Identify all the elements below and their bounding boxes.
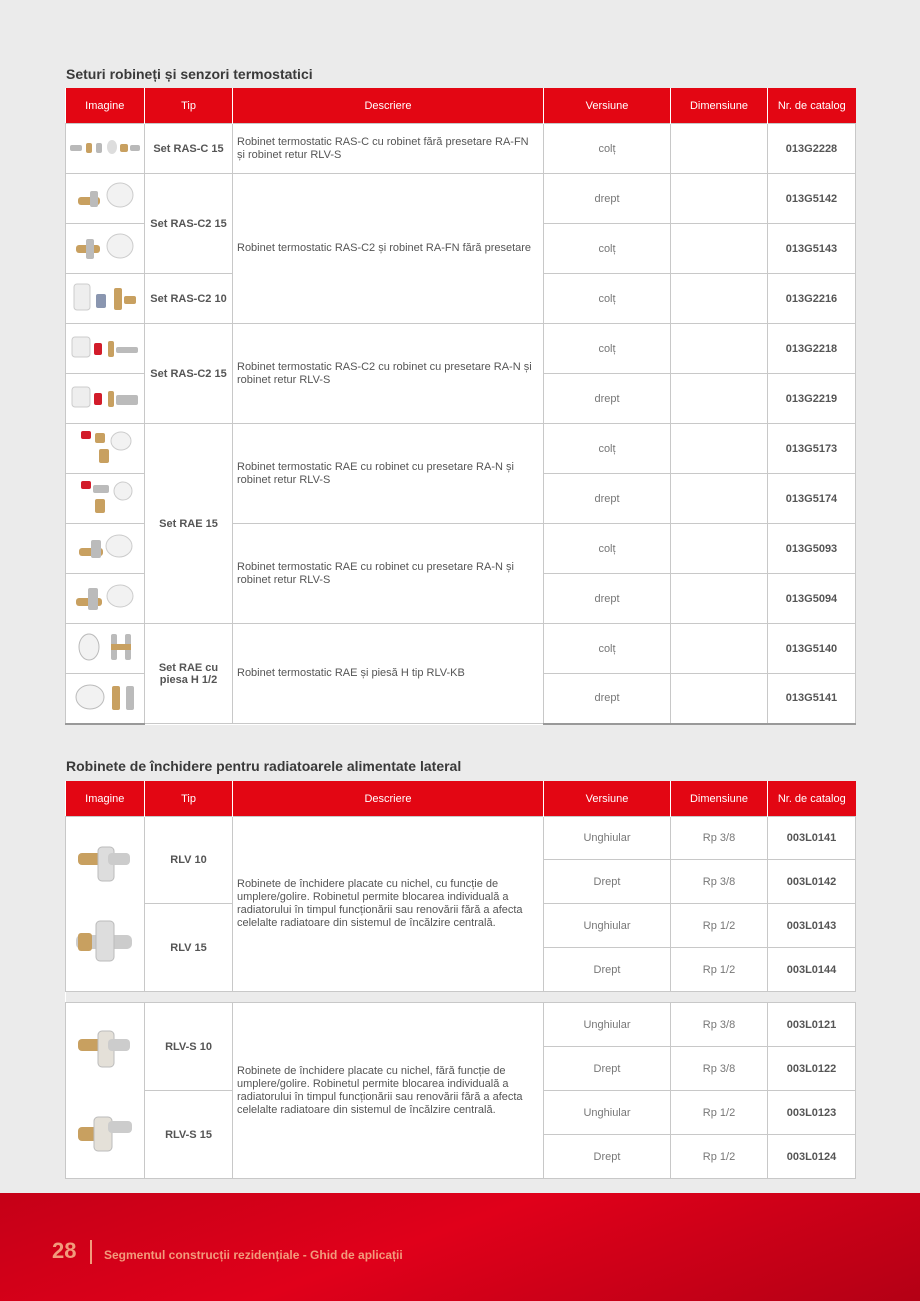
type-cell: RLV-S 15 bbox=[145, 1091, 233, 1179]
version-cell: colț bbox=[544, 624, 671, 674]
version-cell: colț bbox=[544, 324, 671, 374]
dimension-cell bbox=[671, 574, 768, 624]
valve-set-icon bbox=[72, 179, 138, 215]
type-cell: Set RAS-C2 15 bbox=[145, 174, 233, 274]
header-description: Descriere bbox=[233, 88, 544, 124]
dimension-cell bbox=[671, 124, 768, 174]
version-cell: Unghiular bbox=[544, 904, 671, 948]
version-cell: colț bbox=[544, 524, 671, 574]
valve-set-icon bbox=[73, 530, 137, 564]
product-image bbox=[66, 274, 145, 324]
catalog-cell: 003L0124 bbox=[768, 1135, 856, 1179]
version-cell: Unghiular bbox=[544, 1091, 671, 1135]
product-image bbox=[66, 1003, 145, 1179]
header-catalog: Nr. de catalog bbox=[768, 781, 856, 817]
catalog-cell: 013G2216 bbox=[768, 274, 856, 324]
valve-set-icon bbox=[71, 630, 139, 664]
catalog-cell: 013G5143 bbox=[768, 224, 856, 274]
version-cell: Drept bbox=[544, 948, 671, 992]
version-cell: drept bbox=[544, 374, 671, 424]
type-cell: RLV 15 bbox=[145, 904, 233, 992]
catalog-cell: 013G5140 bbox=[768, 624, 856, 674]
catalog-cell: 003L0122 bbox=[768, 1047, 856, 1091]
dimension-cell: Rp 3/8 bbox=[671, 1003, 768, 1047]
header-type: Tip bbox=[145, 88, 233, 124]
dimension-cell: Rp 1/2 bbox=[671, 904, 768, 948]
type-cell: RLV 10 bbox=[145, 817, 233, 904]
version-cell: drept bbox=[544, 574, 671, 624]
catalog-cell: 013G5174 bbox=[768, 474, 856, 524]
version-cell: Drept bbox=[544, 860, 671, 904]
header-image: Imagine bbox=[66, 781, 145, 817]
header-dimension: Dimensiune bbox=[671, 781, 768, 817]
catalog-cell: 003L0143 bbox=[768, 904, 856, 948]
header-version: Versiune bbox=[544, 781, 671, 817]
dimension-cell: Rp 1/2 bbox=[671, 948, 768, 992]
header-description: Descriere bbox=[233, 781, 544, 817]
footer-title: Segmentul construcții rezidențiale - Ghid de aplicații bbox=[104, 1248, 403, 1262]
catalog-cell: 013G5142 bbox=[768, 174, 856, 224]
product-image bbox=[66, 324, 145, 374]
version-cell: Drept bbox=[544, 1047, 671, 1091]
version-cell: colț bbox=[544, 274, 671, 324]
header-dimension: Dimensiune bbox=[671, 88, 768, 124]
table-row bbox=[66, 324, 856, 374]
valve-set-icon bbox=[72, 229, 138, 265]
footer-divider bbox=[90, 1240, 92, 1264]
description-cell: Robinet termostatic RAS-C cu robinet fără presetare RA-FN și robinet retur RLV-S bbox=[233, 124, 544, 174]
catalog-cell: 003L0123 bbox=[768, 1091, 856, 1135]
type-cell: RLV-S 10 bbox=[145, 1003, 233, 1091]
catalog-cell: 013G5141 bbox=[768, 674, 856, 724]
type-cell: Set RAE 15 bbox=[145, 424, 233, 624]
catalog-cell: 013G5173 bbox=[768, 424, 856, 474]
header-image: Imagine bbox=[66, 88, 145, 124]
catalog-cell: 003L0121 bbox=[768, 1003, 856, 1047]
catalog-cell: 003L0141 bbox=[768, 817, 856, 860]
section1-title: Seturi robineți și senzori termostatici bbox=[66, 66, 313, 82]
product-image bbox=[66, 174, 145, 224]
description-cell: Robinete de închidere placate cu nichel, cu funcție de umplere/golire. Robinetul permite blocarea individuală a radiatorului în timpul funcționării sau renovării fără a afecta celelalte radiatoare din sistemul de încălzire centrală. bbox=[233, 817, 544, 992]
footer-band bbox=[0, 1193, 920, 1301]
description-cell: Robinet termostatic RAE și piesă H tip RLV-KB bbox=[233, 624, 544, 724]
dimension-cell bbox=[671, 374, 768, 424]
type-cell: Set RAS-C 15 bbox=[145, 124, 233, 174]
section2-title: Robinete de închidere pentru radiatoarele alimentate lateral bbox=[66, 758, 462, 774]
thermostatic-sets-table bbox=[65, 88, 856, 725]
table-row bbox=[66, 1003, 856, 1047]
catalog-cell: 013G2228 bbox=[768, 124, 856, 174]
version-cell: drept bbox=[544, 174, 671, 224]
version-cell: drept bbox=[544, 474, 671, 524]
version-cell: Drept bbox=[544, 1135, 671, 1179]
table-row bbox=[66, 174, 856, 224]
catalog-cell: 013G2218 bbox=[768, 324, 856, 374]
description-cell: Robinet termostatic RAS-C2 și robinet RA-FN fără presetare bbox=[233, 174, 544, 324]
table-header-row bbox=[66, 781, 856, 817]
table-gap bbox=[66, 992, 856, 1003]
product-image bbox=[66, 424, 145, 474]
shutoff-valve-icon bbox=[70, 1009, 140, 1169]
catalog-cell: 003L0144 bbox=[768, 948, 856, 992]
valve-set-icon bbox=[68, 383, 142, 411]
valve-set-icon bbox=[68, 333, 142, 361]
catalog-cell: 013G5093 bbox=[768, 524, 856, 574]
valve-set-icon bbox=[75, 425, 135, 469]
product-image bbox=[66, 674, 145, 724]
dimension-cell bbox=[671, 524, 768, 574]
dimension-cell bbox=[671, 474, 768, 524]
dimension-cell: Rp 1/2 bbox=[671, 1135, 768, 1179]
table-row bbox=[66, 124, 856, 174]
dimension-cell: Rp 3/8 bbox=[671, 860, 768, 904]
version-cell: colț bbox=[544, 224, 671, 274]
table-row bbox=[66, 424, 856, 474]
version-cell: colț bbox=[544, 424, 671, 474]
page-number: 28 bbox=[52, 1238, 77, 1263]
valve-set-icon bbox=[70, 280, 140, 314]
dimension-cell bbox=[671, 224, 768, 274]
product-image bbox=[66, 124, 145, 174]
table-header-row bbox=[66, 88, 856, 124]
description-cell: Robinete de închidere placate cu nichel, fără funcție de umplere/golire. Robinetul permite blocarea individuală a radiatorului în timpul funcționării sau renovării fără a afecta celelalte radiatoare din sistemul de încălzire centrală. bbox=[233, 1003, 544, 1179]
type-cell: Set RAE cu piesa H 1/2 bbox=[145, 624, 233, 724]
version-cell: colț bbox=[544, 124, 671, 174]
product-image bbox=[66, 524, 145, 574]
product-image bbox=[66, 624, 145, 674]
description-cell: Robinet termostatic RAS-C2 cu robinet cu presetare RA-N și robinet retur RLV-S bbox=[233, 324, 544, 424]
catalog-cell: 003L0142 bbox=[768, 860, 856, 904]
product-image bbox=[66, 474, 145, 524]
version-cell: Unghiular bbox=[544, 817, 671, 860]
table-row bbox=[66, 817, 856, 860]
type-cell: Set RAS-C2 10 bbox=[145, 274, 233, 324]
dimension-cell bbox=[671, 674, 768, 724]
type-cell: Set RAS-C2 15 bbox=[145, 324, 233, 424]
dimension-cell bbox=[671, 274, 768, 324]
valve-set-icon bbox=[72, 580, 138, 614]
version-cell: Unghiular bbox=[544, 1003, 671, 1047]
dimension-cell bbox=[671, 624, 768, 674]
product-image bbox=[66, 374, 145, 424]
valve-set-icon bbox=[75, 475, 135, 519]
version-cell: drept bbox=[544, 674, 671, 724]
dimension-cell bbox=[671, 174, 768, 224]
shutoff-valves-table bbox=[65, 781, 856, 1179]
catalog-cell: 013G5094 bbox=[768, 574, 856, 624]
product-image bbox=[66, 224, 145, 274]
valve-set-icon bbox=[70, 680, 140, 714]
dimension-cell: Rp 3/8 bbox=[671, 1047, 768, 1091]
dimension-cell: Rp 3/8 bbox=[671, 817, 768, 860]
dimension-cell bbox=[671, 424, 768, 474]
header-type: Tip bbox=[145, 781, 233, 817]
product-image bbox=[66, 574, 145, 624]
dimension-cell bbox=[671, 324, 768, 374]
catalog-cell: 013G2219 bbox=[768, 374, 856, 424]
header-catalog: Nr. de catalog bbox=[768, 88, 856, 124]
shutoff-valve-icon bbox=[70, 823, 140, 983]
description-cell: Robinet termostatic RAE cu robinet cu presetare RA-N și robinet retur RLV-S bbox=[233, 424, 544, 524]
table-row bbox=[66, 624, 856, 674]
header-version: Versiune bbox=[544, 88, 671, 124]
dimension-cell: Rp 1/2 bbox=[671, 1091, 768, 1135]
product-image bbox=[66, 817, 145, 992]
valve-set-icon bbox=[68, 137, 142, 157]
description-cell: Robinet termostatic RAE cu robinet cu presetare RA-N și robinet retur RLV-S bbox=[233, 524, 544, 624]
